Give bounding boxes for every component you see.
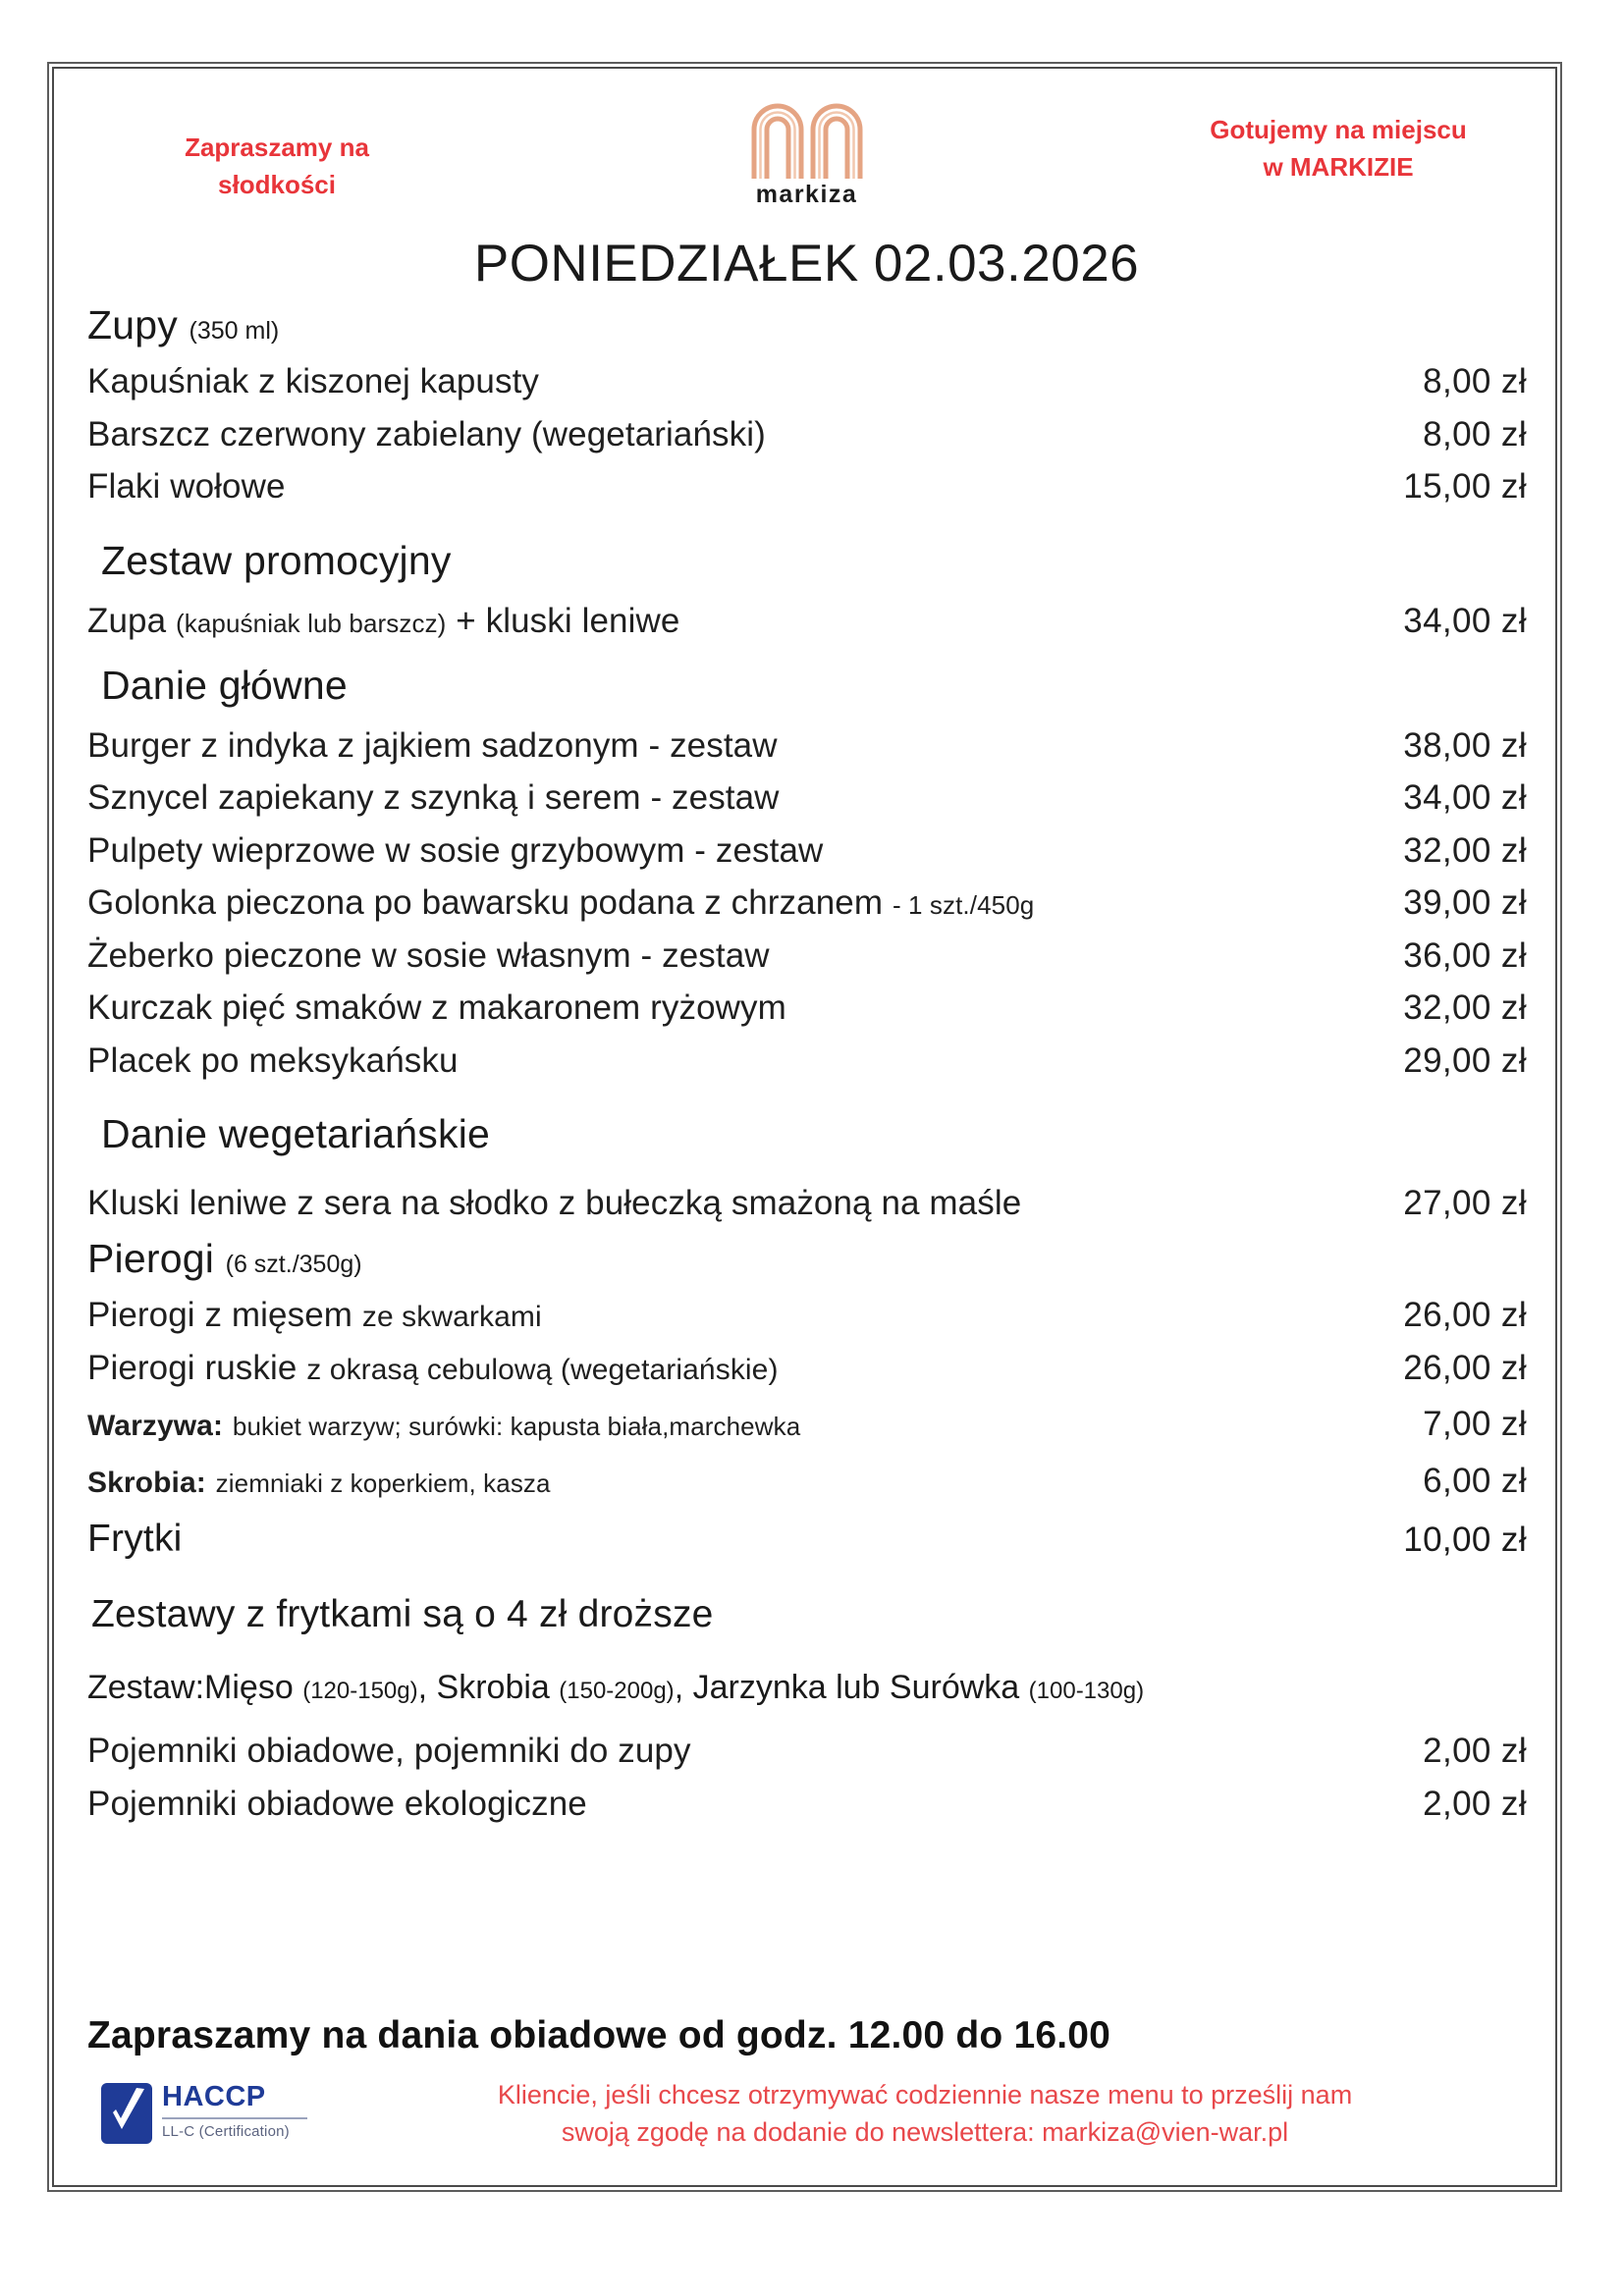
brand-wordmark: markiza bbox=[755, 181, 858, 208]
item-name-main: Golonka pieczona po bawarsku podana z chrzanem bbox=[87, 883, 884, 923]
item-name-main: Pierogi z mięsem bbox=[87, 1296, 353, 1335]
promo-sweets-line1: Zapraszamy na bbox=[185, 133, 369, 162]
footer bbox=[87, 2014, 1527, 2167]
pierogi-heading-note: (6 szt./350g) bbox=[225, 1251, 362, 1279]
markiza-arch-icon bbox=[679, 98, 935, 179]
menu-row bbox=[87, 1181, 1527, 1226]
menu-row bbox=[87, 1346, 1527, 1391]
page-title: PONIEDZIAŁEK 02.03.2026 bbox=[473, 235, 1140, 293]
item-name-note: - 1 szt./450g bbox=[892, 890, 1035, 921]
item-name-main: Zupa bbox=[87, 602, 167, 641]
side-label: Warzywa: bbox=[87, 1410, 224, 1443]
item-price: 2,00 zł bbox=[1423, 1732, 1527, 1771]
header bbox=[54, 88, 1559, 231]
menu-row bbox=[87, 986, 1527, 1031]
soups-heading-note: (350 ml) bbox=[189, 317, 280, 345]
item-price: 32,00 zł bbox=[1403, 988, 1527, 1028]
newsletter-notice bbox=[333, 2077, 1517, 2152]
haccp-logo bbox=[101, 2081, 327, 2158]
notice-set-composition: Zestaw:Mięso (120-150g), Skrobia (150-200g), Jarzynka lub Surówka (100-130g) bbox=[87, 1668, 1145, 1706]
menu-row bbox=[87, 1729, 1527, 1774]
menu-row bbox=[87, 1782, 1527, 1827]
item-name-main: Pierogi ruskie bbox=[87, 1348, 298, 1387]
item-price: 2,00 zł bbox=[1423, 1784, 1527, 1823]
menu-row bbox=[87, 1293, 1527, 1338]
side-label: Skrobia: bbox=[87, 1466, 206, 1499]
menu-row bbox=[87, 828, 1527, 874]
newsletter-line2: swoją zgodę na dodanie do newslettera: markiza@vien-war.pl bbox=[561, 2116, 1289, 2147]
side-note: bukiet warzyw; surówki: kapusta biała,marchewka bbox=[232, 1412, 801, 1442]
menu-row bbox=[87, 775, 1527, 821]
newsletter-line1: Kliencie, jeśli chcesz otrzymywać codziennie nasze menu to prześlij nam bbox=[497, 2080, 1353, 2109]
menu-row bbox=[87, 1459, 1527, 1504]
item-name: Barszcz czerwony zabielany (wegetariański) bbox=[87, 414, 766, 454]
menu-body bbox=[87, 299, 1527, 1826]
item-price: 34,00 zł bbox=[1403, 778, 1527, 818]
item-name: Pojemniki obiadowe ekologiczne bbox=[87, 1784, 587, 1823]
item-name: Burger z indyka z jajkiem sadzonym - zestaw bbox=[87, 725, 778, 765]
item-price: 26,00 zł bbox=[1403, 1348, 1527, 1387]
set-part1: Mięso bbox=[204, 1668, 294, 1706]
page-inner bbox=[54, 69, 1559, 2189]
haccp-subtitle: LL-C (Certification) bbox=[162, 2123, 290, 2140]
side-note: ziemniaki z koperkiem, kasza bbox=[215, 1468, 551, 1498]
menu-row bbox=[87, 934, 1527, 979]
section-heading-pierogi bbox=[87, 1233, 1527, 1285]
menu-row bbox=[87, 464, 1527, 509]
item-price: 29,00 zł bbox=[1403, 1041, 1527, 1080]
item-price: 38,00 zł bbox=[1403, 725, 1527, 765]
set-part3-note: (100-130g) bbox=[1028, 1677, 1145, 1704]
item-name bbox=[87, 1402, 1423, 1447]
item-name: Sznycel zapiekany z szynką i serem - zestaw bbox=[87, 778, 780, 818]
promo-cooked-onsite-note bbox=[1147, 112, 1530, 186]
item-price: 10,00 zł bbox=[1403, 1521, 1527, 1560]
notice-fries-surcharge: Zestawy z frytkami są o 4 zł droższe bbox=[91, 1593, 714, 1636]
haccp-text-block bbox=[162, 2083, 307, 2140]
section-heading-promo-set: Zestaw promocyjny bbox=[101, 537, 452, 583]
menu-row bbox=[87, 723, 1527, 769]
menu-row bbox=[87, 1515, 1527, 1565]
item-price: 32,00 zł bbox=[1403, 830, 1527, 870]
pierogi-heading-text: Pierogi bbox=[87, 1236, 215, 1282]
item-name: Kluski leniwe z sera na słodko z bułeczką smażoną na maśle bbox=[87, 1183, 1022, 1222]
item-name: Frytki bbox=[87, 1518, 183, 1561]
item-name: Kurczak pięć smaków z makaronem ryżowym bbox=[87, 988, 786, 1028]
item-price: 6,00 zł bbox=[1423, 1461, 1527, 1500]
item-price: 36,00 zł bbox=[1403, 935, 1527, 975]
item-name-note: ze skwarkami bbox=[361, 1301, 542, 1334]
opening-hours-notice: Zapraszamy na dania obiadowe od godz. 12.00 do 16.00 bbox=[87, 2014, 1111, 2056]
haccp-title: HACCP bbox=[162, 2081, 266, 2112]
soups-heading-text: Zupy bbox=[87, 302, 178, 347]
item-name-note: z okrasą cebulową (wegetariańskie) bbox=[306, 1353, 779, 1386]
item-name: Flaki wołowe bbox=[87, 467, 286, 507]
item-price: 27,00 zł bbox=[1403, 1183, 1527, 1222]
menu-row bbox=[87, 359, 1527, 404]
set-part2: Skrobia bbox=[436, 1668, 550, 1706]
set-part1-note: (120-150g) bbox=[302, 1677, 418, 1704]
item-price: 15,00 zł bbox=[1403, 467, 1527, 507]
item-name bbox=[87, 1293, 1403, 1338]
menu-row bbox=[87, 1039, 1527, 1084]
haccp-divider bbox=[162, 2117, 307, 2119]
brand-logo bbox=[679, 98, 935, 209]
promo-sweets-line2: słodkości bbox=[218, 169, 336, 199]
item-name: Kapuśniak z kiszonej kapusty bbox=[87, 362, 539, 401]
set-part2-note: (150-200g) bbox=[559, 1677, 675, 1704]
item-name bbox=[87, 881, 1403, 926]
promo-cooked-line1: Gotujemy na miejscu bbox=[1210, 115, 1467, 144]
page-border-frame bbox=[52, 67, 1557, 2187]
item-name: Pulpety wieprzowe w sosie grzybowym - zestaw bbox=[87, 830, 824, 870]
menu-row bbox=[87, 412, 1527, 457]
item-price: 8,00 zł bbox=[1423, 414, 1527, 454]
item-price: 8,00 zł bbox=[1423, 362, 1527, 401]
section-heading-soups bbox=[87, 299, 1527, 351]
item-price: 7,00 zł bbox=[1423, 1405, 1527, 1444]
item-name bbox=[87, 1459, 1423, 1504]
item-name bbox=[87, 1346, 1403, 1391]
item-price: 26,00 zł bbox=[1403, 1296, 1527, 1335]
haccp-checkmark-icon bbox=[101, 2083, 152, 2144]
item-name-tail: + kluski leniwe bbox=[456, 602, 680, 641]
promo-cooked-line2: w MARKIZIE bbox=[1263, 151, 1414, 182]
section-heading-main-dishes: Danie główne bbox=[101, 662, 348, 708]
item-name: Żeberko pieczone w sosie własnym - zestaw bbox=[87, 935, 770, 975]
item-name: Pojemniki obiadowe, pojemniki do zupy bbox=[87, 1732, 691, 1771]
set-part3: Jarzynka lub Surówka bbox=[692, 1668, 1020, 1706]
item-name-note: (kapuśniak lub barszcz) bbox=[176, 609, 447, 639]
item-name: Placek po meksykańsku bbox=[87, 1041, 459, 1080]
section-heading-vegetarian: Danie wegetariańskie bbox=[101, 1111, 491, 1157]
menu-row bbox=[87, 1402, 1527, 1447]
item-price: 39,00 zł bbox=[1403, 883, 1527, 923]
item-name bbox=[87, 599, 1403, 644]
menu-row bbox=[87, 881, 1527, 926]
promo-sweets-note bbox=[125, 130, 429, 203]
menu-row bbox=[87, 599, 1527, 644]
item-price: 34,00 zł bbox=[1403, 602, 1527, 641]
set-prefix: Zestaw: bbox=[87, 1668, 205, 1706]
